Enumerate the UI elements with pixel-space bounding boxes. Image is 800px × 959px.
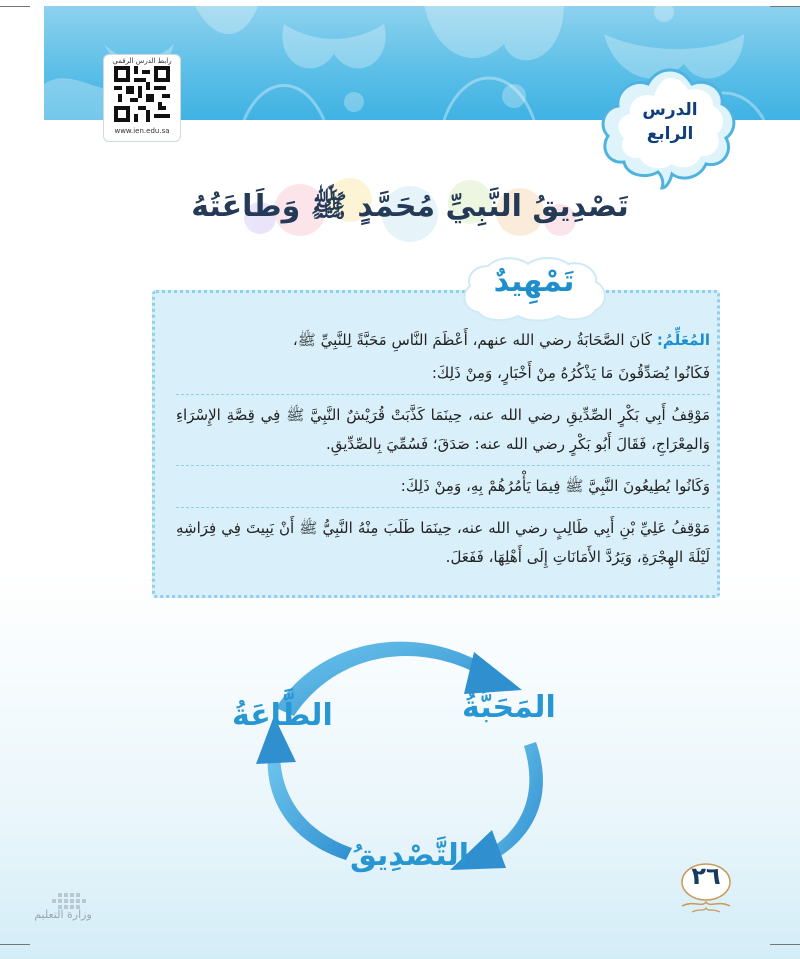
intro-line-2: فَكَانُوا يُصَدِّقُونَ مَا يَذْكُرُهُ مِنْ أَخْبَارٍ، وَمِنْ ذَلِكَ: (431, 364, 710, 382)
qr-url: www.ien.edu.sa (114, 127, 170, 135)
crop-mark (0, 944, 30, 945)
intro-paragraph-1: مَوْقِفُ أَبِي بَكْرٍ الصِّدِّيقِ رضي الله عنه، حِينَمَا كَذَّبَتْ قُرَيْشٌ النَّبِيَّ ﷺ فِي قِصَّةِ الإِسْرَاءِ وَالمِعْرَاجِ، فَقَالَ أَبُو بَكْرٍ رضي الله عنه: صَدَقَ؛ فَسُمِّيَ بِالصِّدِّيقِ. (176, 406, 710, 453)
crop-mark (770, 944, 800, 945)
arrow-belief-to-obedience (256, 716, 352, 860)
lesson-badge-line-1: الدرس (642, 100, 698, 120)
intro-text (176, 326, 710, 576)
intro-paragraph-2: مَوْقِفُ عَلِيِّ بْنِ أَبِي طَالِبٍ رضي الله عنه، حِينَمَا طَلَبَ مِنْهُ النَّبِيُّ ﷺ أَنْ يَبِيتَ فِي فِرَاشِهِ لَيْلَةَ الهِجْرَةِ، وَيَرُدَّ الأَمَانَاتِ إِلَى أَهْلِهَا، فَفَعَلَ. (176, 519, 710, 566)
qr-code-card[interactable] (103, 54, 181, 142)
cycle-label-belief: التَّصْدِيقُ (350, 838, 469, 873)
page-number: ٢٦ (691, 862, 721, 890)
crop-mark (770, 6, 800, 7)
divider (176, 465, 710, 466)
ministry-logo-icon (18, 872, 118, 942)
lesson-badge-text (600, 98, 740, 146)
intro-heading: تَمْهِيدٌ (493, 264, 575, 299)
lesson-badge-line-2: الرابع (646, 124, 694, 144)
cycle-label-love: المَحَبَّةُ (462, 690, 556, 725)
page-title: تَصْدِيقُ النَّبِيِّ مُحَمَّدٍ ﷺ وَطَاعَتُهُ (191, 189, 629, 224)
intro-line-1-text: كَانَ الصَّحَابَةُ رضي الله عنهم، أَعْظَمَ النَّاسِ مَحَبَّةً لِلنَّبِيِّ ﷺ، (292, 331, 653, 349)
intro-line-3: وَكَانُوا يُطِيعُونَ النَّبِيَّ ﷺ فِيمَا يَأْمُرُهُمْ بِهِ، وَمِنْ ذَلِكَ: (400, 477, 710, 495)
ministry-name: وزارة التعليم (34, 908, 92, 921)
divider (176, 394, 710, 395)
top-margin (0, 0, 800, 6)
qr-label: رابط الدرس الرقمي (112, 57, 172, 65)
crop-mark (0, 6, 30, 7)
cycle-label-obedience: الطَّاعَةُ (232, 698, 333, 733)
teacher-label: المُعَلِّمُ: (656, 331, 710, 349)
divider (176, 507, 710, 508)
qr-code-icon[interactable] (114, 66, 170, 122)
intro-line-1 (176, 326, 710, 355)
